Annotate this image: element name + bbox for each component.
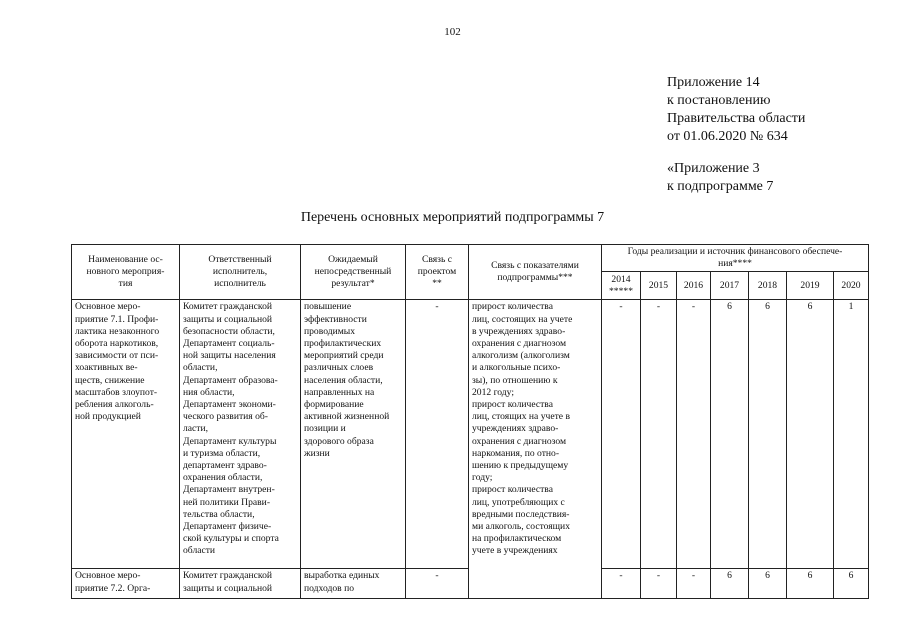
year-value: 6: [711, 300, 749, 569]
header-project: Связь с проектом **: [406, 245, 469, 300]
header-year: 2016: [677, 272, 711, 300]
year-value: -: [641, 300, 677, 569]
appendix-line: от 01.06.2020 № 634: [667, 129, 788, 144]
measure-executor: Комитет гражданской защиты и социальной безопасности области, Департамент социаль- ной защиты населения области, Департамент образова- ния области, Департамент экономи- ческого развития об- ласти, Департамент культуры и туризма области, департамент здраво- охранения области, Департамент внутрен- ней политики Прави- тельства области, Департамент физиче- ской культуры и спорта области: [180, 300, 301, 569]
year-value: 6: [711, 569, 749, 599]
appendix-line: Правительства области: [667, 111, 806, 126]
header-year: 2017: [711, 272, 749, 300]
year-value: 6: [749, 569, 787, 599]
year-value: -: [641, 569, 677, 599]
page-number: 102: [444, 26, 461, 38]
header-year: 2019: [787, 272, 834, 300]
year-value: 6: [787, 300, 834, 569]
appendix-line: «Приложение 3: [667, 161, 760, 176]
document-title: Перечень основных мероприятий подпрограммы 7: [300, 210, 605, 225]
measure-executor: Комитет гражданской защиты и социальной: [180, 569, 301, 599]
appendix-line: к постановлению: [667, 93, 771, 108]
header-years-group: Годы реализации и источник финансового обеспече- ния****: [602, 245, 869, 272]
header-year: 2020: [834, 272, 869, 300]
year-value: -: [602, 569, 641, 599]
header-indicators: Связь с показателями подпрограммы***: [469, 245, 602, 300]
table-row: [72, 300, 869, 569]
measure-name: Основное меро- приятие 7.1. Профи- лактика незаконного оборота наркотиков, зависимости от пси- хоактивных ве- ществ, снижение масштабов злоупот- ребления алкоголь- ной продукцией: [72, 300, 180, 569]
measure-indicators: прирост количества лиц, состоящих на учете в учреждениях здраво- охранения с диагнозом алкоголизм (алкоголизм и алкогольные психо- зы), по отношению к 2012 году; прирост количества лиц, стоящих на учете в учреждениях здраво- охранения с диагнозом наркомания, по отно- шению к предыдущему году; прирост количества лиц, употребляющих с вредными последствия- ми алкоголь, состоящих на профилактическом учете в учреждениях: [469, 300, 602, 599]
measure-result: повышение эффективности проводимых профилактических мероприятий среди различных слоев населения области, направленных на формирование активной жизненной позиции и здорового образа жизни: [301, 300, 406, 569]
measure-project: -: [406, 569, 469, 599]
appendix-header: [667, 74, 805, 196]
measure-name: Основное меро- приятие 7.2. Орга-: [72, 569, 180, 599]
year-value: -: [677, 569, 711, 599]
year-value: 6: [787, 569, 834, 599]
measure-project: -: [406, 300, 469, 569]
header-year: 2015: [641, 272, 677, 300]
appendix-line: к подпрограмме 7: [667, 179, 774, 194]
year-value: 1: [834, 300, 869, 569]
year-value: 6: [834, 569, 869, 599]
header-name: Наименование ос- новного мероприя- тия: [72, 245, 180, 300]
year-value: -: [677, 300, 711, 569]
header-executor: Ответственный исполнитель, исполнитель: [180, 245, 301, 300]
measure-result: выработка единых подходов по: [301, 569, 406, 599]
header-year: 2014 *****: [602, 272, 641, 300]
header-year: 2018: [749, 272, 787, 300]
measures-table: [71, 244, 869, 599]
year-value: -: [602, 300, 641, 569]
year-value: 6: [749, 300, 787, 569]
header-result: Ожидаемый непосредственный результат*: [301, 245, 406, 300]
appendix-line: Приложение 14: [667, 75, 760, 90]
